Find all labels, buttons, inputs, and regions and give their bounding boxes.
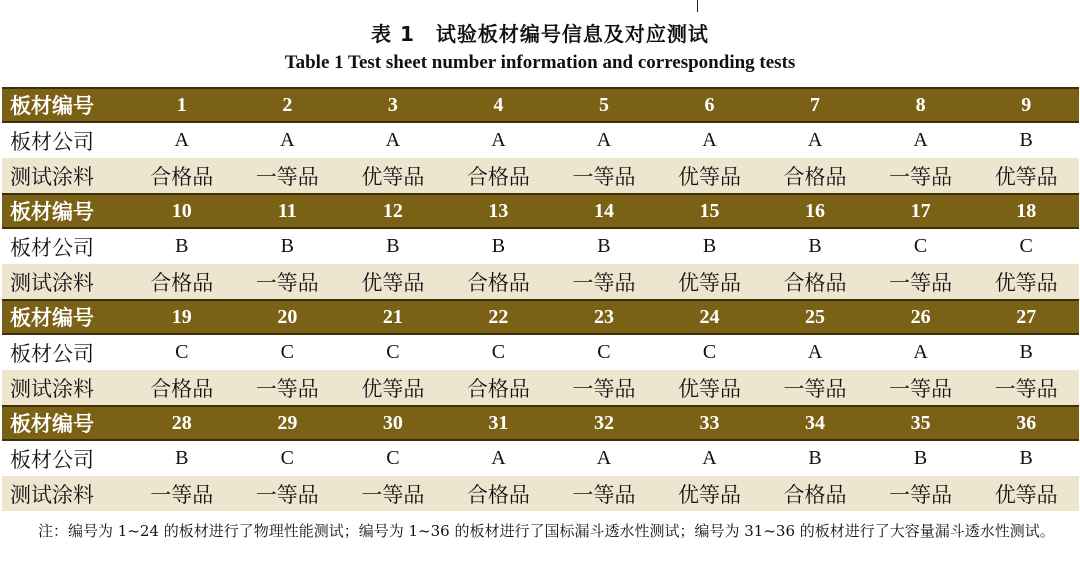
row-label: 板材公司 <box>2 440 129 476</box>
table-cell: C <box>340 440 446 476</box>
table-cell: A <box>446 122 552 158</box>
table-cell: 21 <box>340 300 446 334</box>
table-cell: A <box>551 440 657 476</box>
table-cell: 一等品 <box>762 370 868 406</box>
table-cell: A <box>762 122 868 158</box>
table-cell: B <box>129 440 235 476</box>
table-cell: 12 <box>340 194 446 228</box>
company-row <box>2 122 1079 158</box>
table-cell: 33 <box>657 406 763 440</box>
table-cell: C <box>235 440 341 476</box>
table-cell: 5 <box>551 88 657 122</box>
table-cell: 一等品 <box>551 264 657 300</box>
number-row <box>2 194 1079 228</box>
company-row <box>2 334 1079 370</box>
table-cell: 合格品 <box>129 370 235 406</box>
table-cell: 合格品 <box>762 476 868 511</box>
table-cell: B <box>762 228 868 264</box>
table-cell: A <box>446 440 552 476</box>
table-cell: 15 <box>657 194 763 228</box>
table-cell: 合格品 <box>762 158 868 194</box>
table-cell: 优等品 <box>340 264 446 300</box>
table-cell: 29 <box>235 406 341 440</box>
row-label: 测试涂料 <box>2 370 129 406</box>
table-cell: 6 <box>657 88 763 122</box>
table-cell: B <box>868 440 974 476</box>
row-label: 板材编号 <box>2 300 129 334</box>
table-cell: 25 <box>762 300 868 334</box>
row-label: 测试涂料 <box>2 476 129 511</box>
table-cell: C <box>657 334 763 370</box>
table-cell: 8 <box>868 88 974 122</box>
table-cell: 优等品 <box>657 264 763 300</box>
table-cell: 28 <box>129 406 235 440</box>
table-cell: 23 <box>551 300 657 334</box>
table-cell: 14 <box>551 194 657 228</box>
table-cell: B <box>340 228 446 264</box>
table-cell: 一等品 <box>551 476 657 511</box>
row-label: 测试涂料 <box>2 158 129 194</box>
table-cell: A <box>235 122 341 158</box>
table-cell: A <box>657 122 763 158</box>
table-cell: A <box>551 122 657 158</box>
table-cell: 合格品 <box>129 264 235 300</box>
company-row <box>2 440 1079 476</box>
table-cell: 一等品 <box>551 158 657 194</box>
table-cell: 3 <box>340 88 446 122</box>
table-cell: 16 <box>762 194 868 228</box>
table-cell: 优等品 <box>340 158 446 194</box>
table-cell: 一等品 <box>235 476 341 511</box>
table-cell: C <box>446 334 552 370</box>
table-cell: A <box>762 334 868 370</box>
table-cell: 合格品 <box>129 158 235 194</box>
table-cell: 7 <box>762 88 868 122</box>
sheet-table-body <box>2 88 1079 511</box>
table-cell: 9 <box>973 88 1079 122</box>
table-cell: B <box>973 122 1079 158</box>
table-cell: 一等品 <box>235 264 341 300</box>
table-cell: 34 <box>762 406 868 440</box>
row-label: 板材公司 <box>2 228 129 264</box>
row-label: 测试涂料 <box>2 264 129 300</box>
table-cell: B <box>446 228 552 264</box>
table-cell: 11 <box>235 194 341 228</box>
table-cell: 一等品 <box>235 158 341 194</box>
table-cell: 一等品 <box>129 476 235 511</box>
table-cell: 一等品 <box>868 476 974 511</box>
table-cell: 合格品 <box>446 264 552 300</box>
table-cell: 2 <box>235 88 341 122</box>
table-cell: 31 <box>446 406 552 440</box>
row-label: 板材编号 <box>2 406 129 440</box>
table-cell: 20 <box>235 300 341 334</box>
row-label: 板材编号 <box>2 194 129 228</box>
table-cell: 一等品 <box>868 158 974 194</box>
table-title-en: Table 1 Test sheet number information and corresponding tests <box>284 52 796 73</box>
table-cell: A <box>129 122 235 158</box>
table-cell: 一等品 <box>235 370 341 406</box>
table-cell: B <box>551 228 657 264</box>
table-cell: 18 <box>973 194 1079 228</box>
margin-tick <box>697 0 698 12</box>
coating-row <box>2 264 1079 300</box>
table-cell: 一等品 <box>868 370 974 406</box>
table-cell: 4 <box>446 88 552 122</box>
table-cell: 一等品 <box>551 370 657 406</box>
table-cell: B <box>129 228 235 264</box>
table-cell: C <box>973 228 1079 264</box>
number-row <box>2 300 1079 334</box>
row-label: 板材编号 <box>2 88 129 122</box>
table-cell: 一等品 <box>868 264 974 300</box>
table-cell: C <box>340 334 446 370</box>
number-row <box>2 406 1079 440</box>
table-cell: 合格品 <box>762 264 868 300</box>
table-cell: C <box>551 334 657 370</box>
table-cell: 17 <box>868 194 974 228</box>
table-cell: B <box>973 440 1079 476</box>
table-cell: 19 <box>129 300 235 334</box>
table-title-cn: 表 1 试验板材编号信息及对应测试 <box>371 22 709 46</box>
table-cell: 35 <box>868 406 974 440</box>
table-cell: 优等品 <box>340 370 446 406</box>
table-cell: B <box>235 228 341 264</box>
table-cell: 优等品 <box>973 264 1079 300</box>
table-note: 注：编号为 1~24 的板材进行了物理性能测试；编号为 1~36 的板材进行了国标漏斗透水性测试；编号为 31~36 的板材进行了大容量漏斗透水性测试。 <box>38 522 1055 540</box>
table-cell: 优等品 <box>657 370 763 406</box>
table-cell: 一等品 <box>973 370 1079 406</box>
table-cell: A <box>340 122 446 158</box>
table-cell: 优等品 <box>657 476 763 511</box>
table-cell: A <box>868 122 974 158</box>
table-cell: 合格品 <box>446 476 552 511</box>
sheet-table <box>2 87 1079 511</box>
table-cell: 优等品 <box>973 158 1079 194</box>
table-cell: 优等品 <box>657 158 763 194</box>
table-cell: 10 <box>129 194 235 228</box>
table-cell: 27 <box>973 300 1079 334</box>
coating-row <box>2 158 1079 194</box>
table-cell: 合格品 <box>446 158 552 194</box>
table-cell: 优等品 <box>973 476 1079 511</box>
coating-row <box>2 476 1079 511</box>
table-cell: 26 <box>868 300 974 334</box>
table-cell: C <box>235 334 341 370</box>
table-cell: B <box>762 440 868 476</box>
table-cell: 24 <box>657 300 763 334</box>
table-cell: 一等品 <box>340 476 446 511</box>
table-cell: C <box>868 228 974 264</box>
table-cell: 30 <box>340 406 446 440</box>
table-cell: 36 <box>973 406 1079 440</box>
table-cell: 22 <box>446 300 552 334</box>
table-cell: A <box>657 440 763 476</box>
row-label: 板材公司 <box>2 122 129 158</box>
table-cell: B <box>657 228 763 264</box>
table-cell: 13 <box>446 194 552 228</box>
table-cell: 合格品 <box>446 370 552 406</box>
coating-row <box>2 370 1079 406</box>
table-cell: C <box>129 334 235 370</box>
row-label: 板材公司 <box>2 334 129 370</box>
company-row <box>2 228 1079 264</box>
table-cell: A <box>868 334 974 370</box>
table-cell: B <box>973 334 1079 370</box>
table-cell: 1 <box>129 88 235 122</box>
number-row <box>2 88 1079 122</box>
table-cell: 32 <box>551 406 657 440</box>
